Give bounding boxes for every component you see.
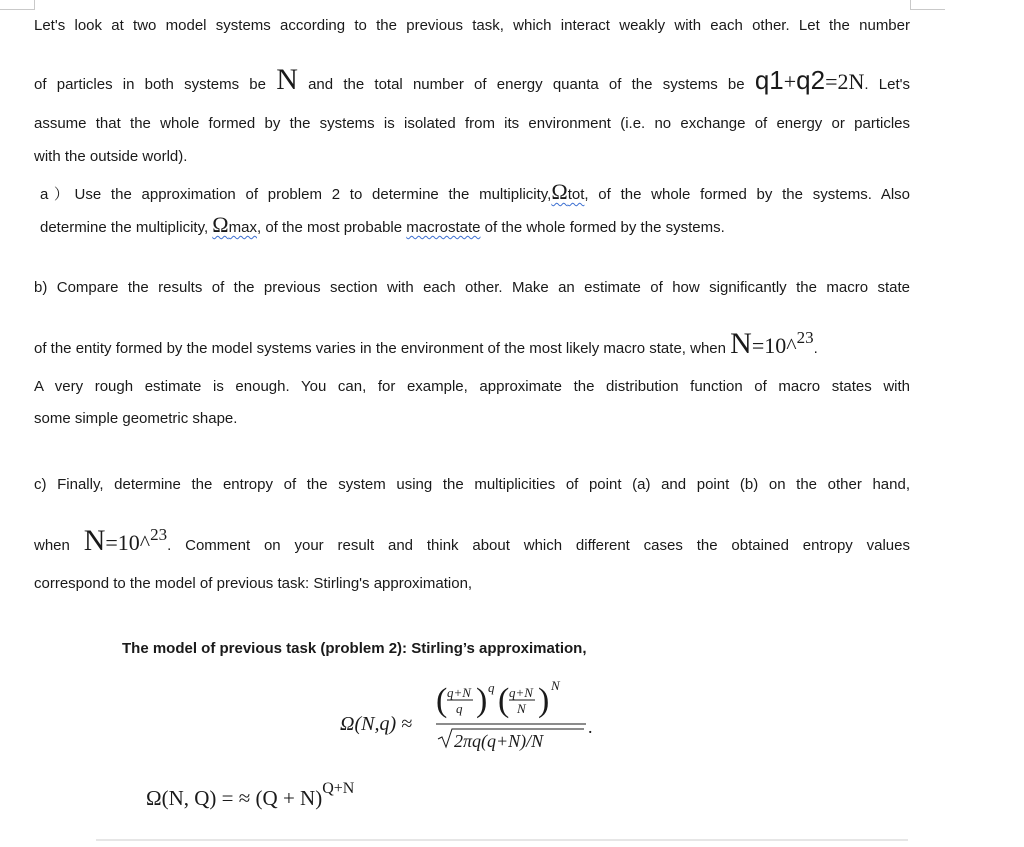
- part-b-line-2: of the entity formed by the model systems varies in the environment of the most likely macro state, when N=10^23.: [34, 327, 818, 360]
- fraction-2-bottom: N: [517, 701, 526, 716]
- paragraph-1-line-1: Let's look at two model systems according to the previous task, which interact weakly with each other. Let the number: [34, 17, 910, 34]
- exponent-N: N: [551, 678, 560, 693]
- approx-formula: Ω(N, Q) = ≈ $(Q + N)^{Q+N}$: [146, 780, 355, 810]
- fraction-2-top: q+N: [509, 685, 533, 700]
- stirling-formula-svg: [340, 675, 640, 755]
- left-paren-2: (: [498, 682, 510, 719]
- right-paren-1: ): [476, 682, 488, 719]
- bottom-divider: [96, 839, 908, 841]
- symbol-q1: q1: [754, 65, 784, 95]
- denominator: 2πq(q+N)/N: [454, 731, 544, 751]
- model-heading: The model of previous task (problem 2): Stirling’s approximation,: [122, 640, 587, 657]
- paragraph-1-line-3: assume that the whole formed by the systems is isolated from its environment (i.e. no exchange of energy or particles: [34, 115, 910, 132]
- stirling-formula: [340, 675, 640, 755]
- part-c-line-3: correspond to the model of previous task: Stirling's approximation,: [34, 575, 473, 592]
- left-paren-1: (: [436, 682, 448, 719]
- crop-mark-top-right: [910, 0, 945, 10]
- symbol-N: N: [276, 63, 298, 96]
- part-c-line-1: c) Finally, determine the entropy of the system using the multiplicities of point (a) and point (b) on the other hand,: [34, 476, 910, 493]
- part-b-line-3: A very rough estimate is enough. You can, for example, approximate the distribution function of macro states with: [34, 378, 910, 395]
- formula-lhs: Ω(N,q) ≈: [340, 713, 413, 735]
- part-b-line-1: b) Compare the results of the previous section with each other. Make an estimate of how significantly the macro state: [34, 279, 910, 296]
- exponent-q: q: [488, 680, 495, 695]
- paragraph-1-line-4: with the outside world).: [34, 148, 188, 165]
- symbol-N: N: [83, 524, 106, 557]
- symbol-q2: q2: [796, 65, 826, 95]
- symbol-N: N: [730, 327, 752, 360]
- part-c-line-2: when N=10^23. Comment on your result and think about which different cases the obtained entropy values: [34, 524, 910, 557]
- omega-max-symbol: Ω: [212, 212, 229, 237]
- right-paren-2: ): [538, 682, 550, 719]
- fraction-1-bottom: q: [456, 701, 463, 716]
- part-a-line-2: determine the multiplicity, Ωmax, of the most probable macrostate of the whole formed by the systems.: [40, 212, 725, 237]
- crop-mark-top-left: [0, 0, 35, 10]
- paragraph-1-line-2: of particles in both systems be N and the total number of energy quanta of the systems be q1+q2=2N. Let's: [34, 63, 910, 96]
- formula-period: .: [588, 717, 593, 737]
- fraction-1-top: q+N: [447, 685, 471, 700]
- omega-tot-symbol: Ω: [551, 179, 568, 204]
- part-a-line-1: a）Use the approximation of problem 2 to determine the multiplicity,Ωtot, of the whole formed by the systems. Also: [40, 179, 911, 204]
- part-b-line-4: some simple geometric shape.: [34, 410, 238, 427]
